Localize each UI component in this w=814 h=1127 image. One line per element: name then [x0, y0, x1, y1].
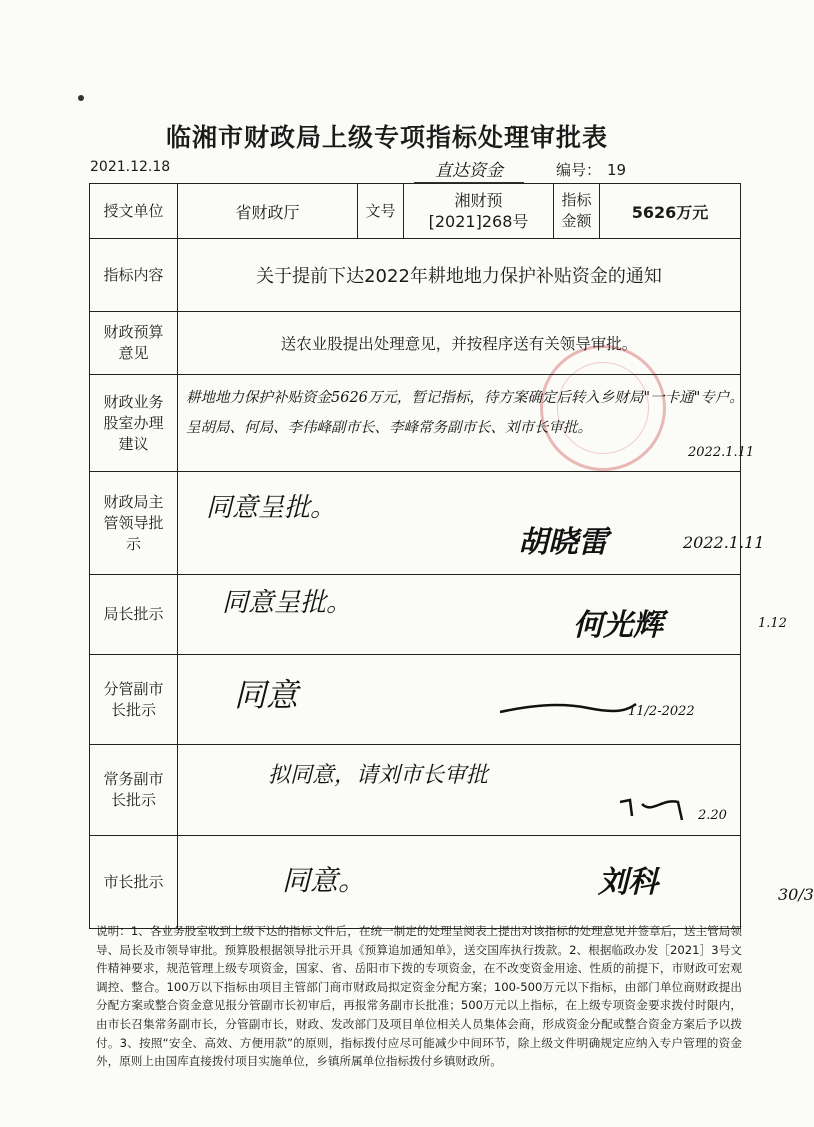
- exec-vice-mayor-handwritten: 拟同意，请刘市长审批: [268, 762, 489, 788]
- recv-unit-label: 授文单位: [90, 184, 178, 239]
- director-label: [90, 472, 178, 575]
- mayor-date: 30/3: [778, 884, 814, 904]
- amount-label-line2: 金额: [561, 212, 592, 230]
- row-vice-mayor: [90, 655, 741, 745]
- row-budget-opinion: [90, 312, 741, 375]
- business-label-line3: 建议: [118, 434, 149, 453]
- content-label: 指标内容: [90, 239, 178, 312]
- budget-value: 送农业股提出处理意见，并按程序送有关领导审批。: [178, 312, 741, 375]
- vice-mayor-label: [90, 655, 178, 745]
- vice-mayor-date: 11/2-2022: [628, 703, 695, 719]
- budget-label-line2: 意见: [118, 344, 149, 362]
- form-number-value: 19: [607, 161, 627, 179]
- chief-label: 局长批示: [90, 575, 178, 655]
- doc-no-value: [404, 184, 554, 239]
- business-label-line2: 股室办理: [103, 413, 164, 432]
- vice-mayor-value: [178, 655, 741, 745]
- exec-vice-mayor-signature-stroke: [618, 794, 698, 822]
- director-label-line2: 管领导批: [103, 513, 164, 532]
- doc-no-line2: [2021]268号: [428, 212, 529, 231]
- vice-mayor-label-line1: 分管副市: [103, 679, 164, 698]
- amount-label-line1: 指标: [561, 191, 592, 209]
- director-label-line3: 示: [125, 534, 141, 553]
- chief-date: 1.12: [758, 615, 787, 631]
- row-business-advice: [90, 375, 741, 472]
- exec-vice-mayor-date: 2.20: [698, 807, 727, 823]
- exec-vice-mayor-label-line1: 常务副市: [103, 770, 164, 788]
- mayor-value: [178, 836, 814, 929]
- row-executive-vice-mayor: [90, 745, 741, 836]
- doc-no-label: 文号: [358, 184, 404, 239]
- mayor-handwritten: 同意。: [282, 863, 367, 897]
- recv-unit-value: 省财政厅: [178, 184, 358, 239]
- chief-handwritten: 同意呈批。: [222, 587, 353, 618]
- budget-label: [90, 312, 178, 375]
- director-label-line1: 财政局主: [103, 492, 164, 511]
- business-label-line1: 财政业务: [103, 392, 164, 411]
- director-date: 2022.1.11: [683, 532, 765, 552]
- row-mayor: [90, 836, 741, 929]
- form-title: 临湘市财政局上级专项指标处理审批表: [165, 123, 608, 152]
- business-label: [90, 375, 178, 472]
- category-handwritten: 直达资金: [414, 156, 524, 183]
- business-handwritten: 耕地地力保护补贴资金5626万元，暂记指标，待方案确定后转入乡财局"一卡通"专户。呈胡局、何局、李伟峰副市长、李峰常务副市长、刘市长审批。: [186, 390, 744, 436]
- content-value: 关于提前下达2022年耕地地力保护补贴资金的通知: [178, 239, 741, 312]
- business-value: [178, 375, 755, 472]
- exec-vice-mayor-label: [90, 745, 178, 836]
- doc-no-line1: 湘财预: [454, 191, 503, 210]
- approval-table: [89, 183, 814, 929]
- vice-mayor-label-line2: 长批示: [110, 700, 156, 719]
- form-number: [556, 159, 626, 180]
- instructions-note: 说明：1、各业务股室收到上级下达的指标文件后，在统一制定的处理呈阅表上提出对该指标的处理意见并签章后，送主管局领导、局长及市领导审批。预算股根据领导批示开具《预算追加通知单》，送交国库执行拨款。2、根据临政办发［2021］3号文件精神要求，规范管理上级专项资金，国家、省、岳阳市下拨的专项资金，在不改变资金用途、性质的前提下，市财政可宏观调控、整合。100万以下指标由项目主管部门商市财政局拟定资金分配方案；100-500万元以下指标，由部门单位商财政提出分配方案或整合资金意见报分管副市长初审后，再报常务副市长批准；500万元以上指标，在上级专项资金要求拨付时限内，由市长召集常务副市长，分管副市长，财政、发改部门及项目单位相关人员集体会商，形成资金分配或整合资金方案后予以拨付。3、按照“安全、高效、方便用款”的原则，指标拨付应尽可能减少中间环节，除上级文件明确规定应纳入专户管理的资金外，原则上由国库直接拨付项目实施单位，乡镇所属单位指标拨付乡镇财政所。: [96, 924, 742, 1069]
- business-date: 2022.1.11: [688, 445, 755, 460]
- row-bureau-chief: [90, 575, 741, 655]
- row-issuer: [90, 184, 741, 239]
- exec-vice-mayor-value: [178, 745, 741, 836]
- amount-label: [554, 184, 600, 239]
- row-content: [90, 239, 741, 312]
- vice-mayor-signature-stroke: [498, 698, 638, 718]
- mayor-signature: 刘科: [598, 864, 658, 900]
- chief-value: [178, 575, 787, 655]
- form-date: 2021.12.18: [90, 159, 171, 175]
- mayor-label: 市长批示: [90, 836, 178, 929]
- budget-label-line1: 财政预算: [103, 323, 164, 341]
- vice-mayor-handwritten: 同意: [234, 675, 299, 714]
- director-value: [178, 472, 765, 575]
- chief-signature: 何光辉: [573, 607, 663, 643]
- amount-value: 5626万元: [600, 184, 741, 239]
- scan-speck: [78, 95, 84, 101]
- form-number-label: 编号：: [556, 161, 602, 179]
- exec-vice-mayor-label-line2: 长批示: [110, 791, 156, 809]
- row-director-approval: [90, 472, 741, 575]
- director-handwritten: 同意呈批。: [206, 492, 337, 523]
- director-signature: 胡晓雷: [518, 524, 608, 560]
